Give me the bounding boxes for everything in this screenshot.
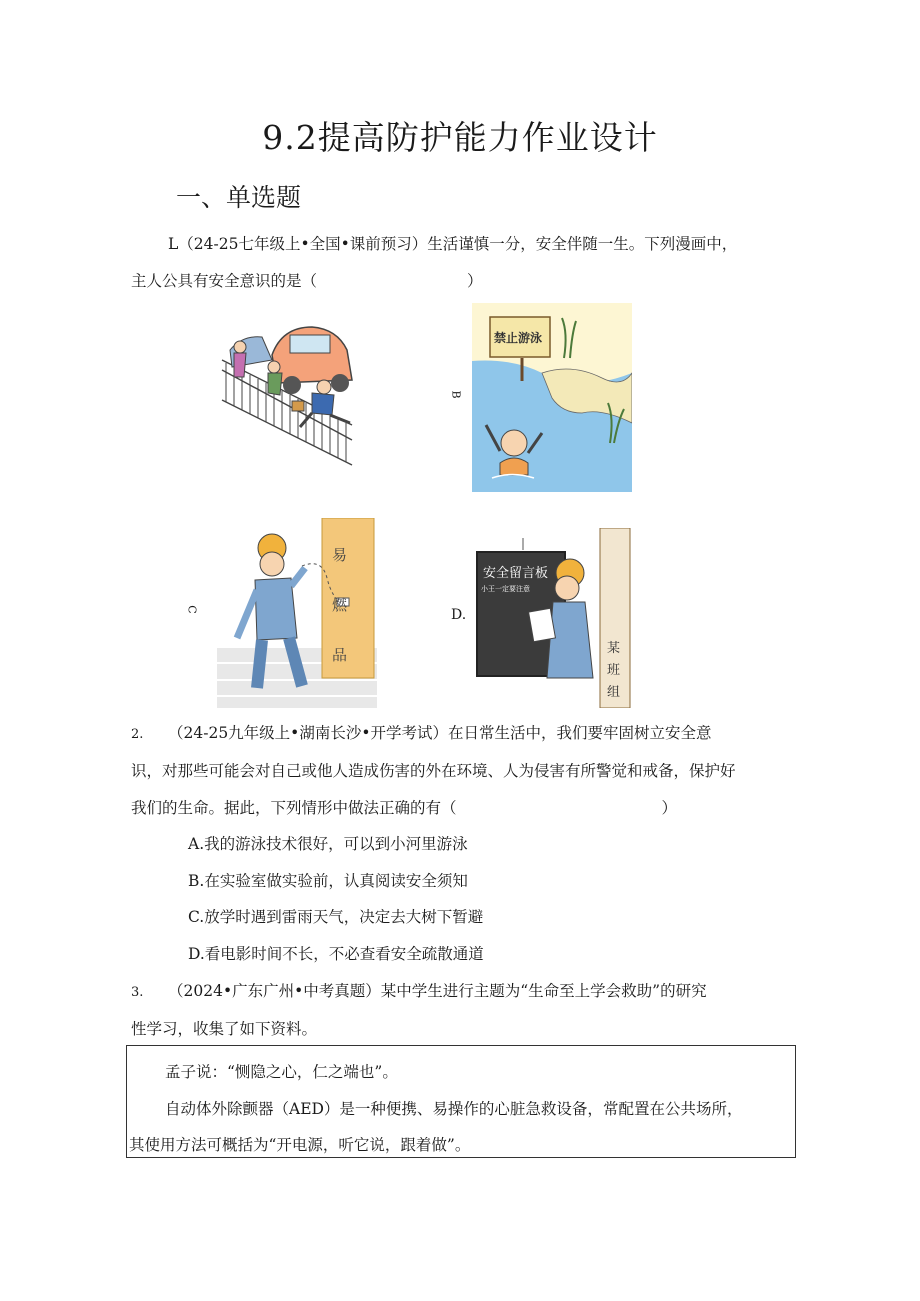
q2-option-d: D.看电影时间不长，不必查看安全疏散通道: [188, 945, 484, 963]
box-line-1: 孟子说：“恻隐之心，仁之端也”。: [165, 1063, 398, 1081]
cartoon-d-safety-board: [475, 528, 635, 708]
question-3: 3. （2024•广东广州•中考真题）某中学生进行主题为“生命至上学会救助”的研究 性学习，收集了如下资料。: [131, 973, 796, 1048]
page-title: 9.2提高防护能力作业设计: [262, 118, 658, 157]
cartoon-a-car-railing: [212, 305, 372, 470]
q2-option-c: C.放学时遇到雷雨天气，决定去大树下暂避: [188, 908, 484, 926]
material-box: [126, 1045, 796, 1158]
q3-number: 3.: [131, 985, 144, 1000]
box-line-2: 自动体外除颤器（AED）是一种便携、易操作的心脏急救设备，常配置在公共场所，: [165, 1100, 743, 1118]
team-sign: 某 班 组: [607, 641, 621, 700]
safety-board-title: 安全留言板: [483, 566, 549, 581]
q2-number: 2.: [131, 727, 144, 742]
no-swimming-sign: 禁止游泳: [494, 331, 543, 345]
section-heading: 一、单选题: [176, 183, 302, 212]
cartoon-b-no-swimming: [472, 303, 632, 492]
q2-option-a: A.我的游泳技术很好，可以到小河里游泳: [188, 835, 468, 853]
flammable-sign: 易 燃 品: [332, 546, 348, 664]
cartoon-c-flammables: [217, 518, 377, 708]
q2-option-b: B.在实验室做实验前，认真阅读安全须知: [188, 872, 468, 890]
safety-board-note: 小王一定要注意: [481, 585, 530, 593]
box-line-3: 其使用方法可概括为“开电源，听它说，跟着做”。: [129, 1136, 471, 1154]
question-2: 2. （24-25九年级上•湖南长沙•开学考试）在日常生活中，我们要牢固树立安全意 识，对那些可能会对自己或他人造成伤害的外在环境、人为侵害有所警觉和戒备，保护好 我们的生命。据此，下列情形中做法正确的有（ ）: [131, 715, 796, 827]
question-1: L（24-25七年级上•全国•课前预习）生活谨慎一分，安全伴随一生。下列漫画中， 主人公具有安全意识的是（ ）: [131, 235, 738, 290]
option-d-label: D.: [451, 607, 467, 623]
option-c-label: C: [185, 605, 199, 614]
q1-line1: L（24-25七年级上•全国•课前预习）生活谨慎一分，安全伴随一生。下列漫画中，: [168, 235, 738, 253]
q1-line2: 主人公具有安全意识的是（: [131, 272, 318, 290]
option-b-label: B: [449, 390, 463, 399]
